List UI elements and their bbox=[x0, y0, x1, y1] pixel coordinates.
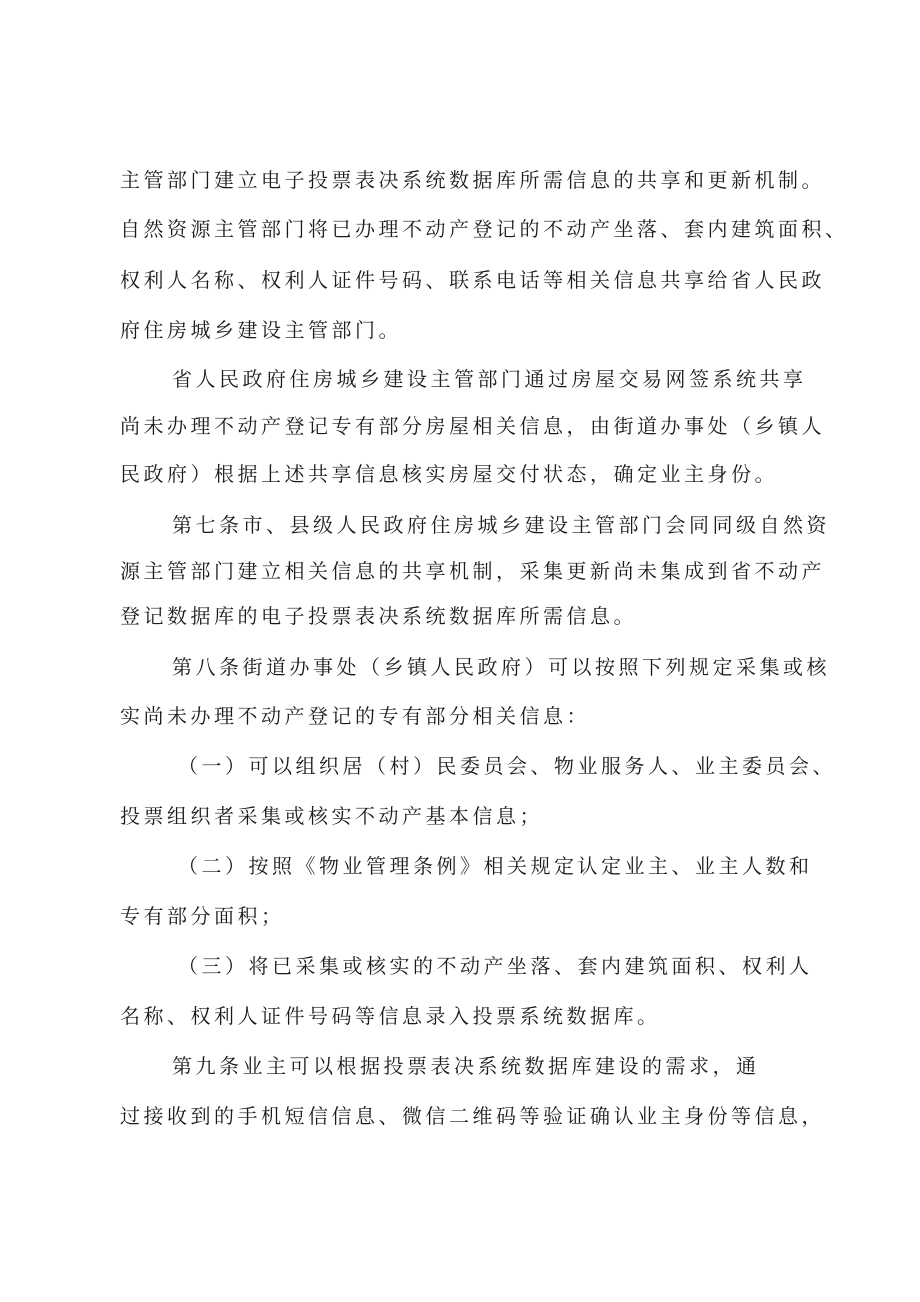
article-9-line: 第九条业主可以根据投票表决系统数据库建设的需求，通 bbox=[172, 1054, 760, 1078]
text-line: 实尚未办理不动产登记的专有部分相关信息： bbox=[120, 704, 590, 728]
text-line: 主管部门建立电子投票表决系统数据库所需信息的共享和更新机制。 bbox=[120, 168, 825, 192]
list-item-2-line: （二）按照《物业管理条例》相关规定认定业主、业主人数和 bbox=[178, 854, 813, 878]
text-line: 自然资源主管部门将已办理不动产登记的不动产坐落、套内建筑面积、 bbox=[120, 217, 849, 241]
text-line: 尚未办理不动产登记专有部分房屋相关信息，由街道办事处（乡镇人 bbox=[120, 414, 825, 438]
text-line: 投票组织者采集或核实不动产基本信息； bbox=[120, 804, 543, 828]
text-line: 源主管部门建立相关信息的共享机制，采集更新尚未集成到省不动产 bbox=[120, 559, 825, 583]
text-line: 登记数据库的电子投票表决系统数据库所需信息。 bbox=[120, 604, 637, 628]
text-line: 名称、权利人证件号码等信息录入投票系统数据库。 bbox=[120, 1004, 661, 1028]
text-line: 权利人名称、权利人证件号码、联系电话等相关信息共享给省人民政 bbox=[120, 268, 825, 292]
text-line: 民政府）根据上述共享信息核实房屋交付状态，确定业主身份。 bbox=[120, 462, 778, 486]
text-line: 省人民政府住房城乡建设主管部门通过房屋交易网签系统共享 bbox=[172, 367, 807, 391]
list-item-1-line: （一）可以组织居（村）民委员会、物业服务人、业主委员会、 bbox=[178, 754, 836, 778]
text-line: 府住房城乡建设主管部门。 bbox=[120, 318, 402, 342]
article-7-line: 第七条市、县级人民政府住房城乡建设主管部门会同同级自然资 bbox=[172, 513, 830, 537]
list-item-3-line: （三）将已采集或核实的不动产坐落、套内建筑面积、权利人 bbox=[178, 954, 813, 978]
article-8-line: 第八条街道办事处（乡镇人民政府）可以按照下列规定采集或核 bbox=[172, 655, 830, 679]
text-line: 专有部分面积； bbox=[120, 904, 285, 928]
text-line: 过接收到的手机短信信息、微信二维码等验证确认业主身份等信息， bbox=[120, 1104, 825, 1128]
